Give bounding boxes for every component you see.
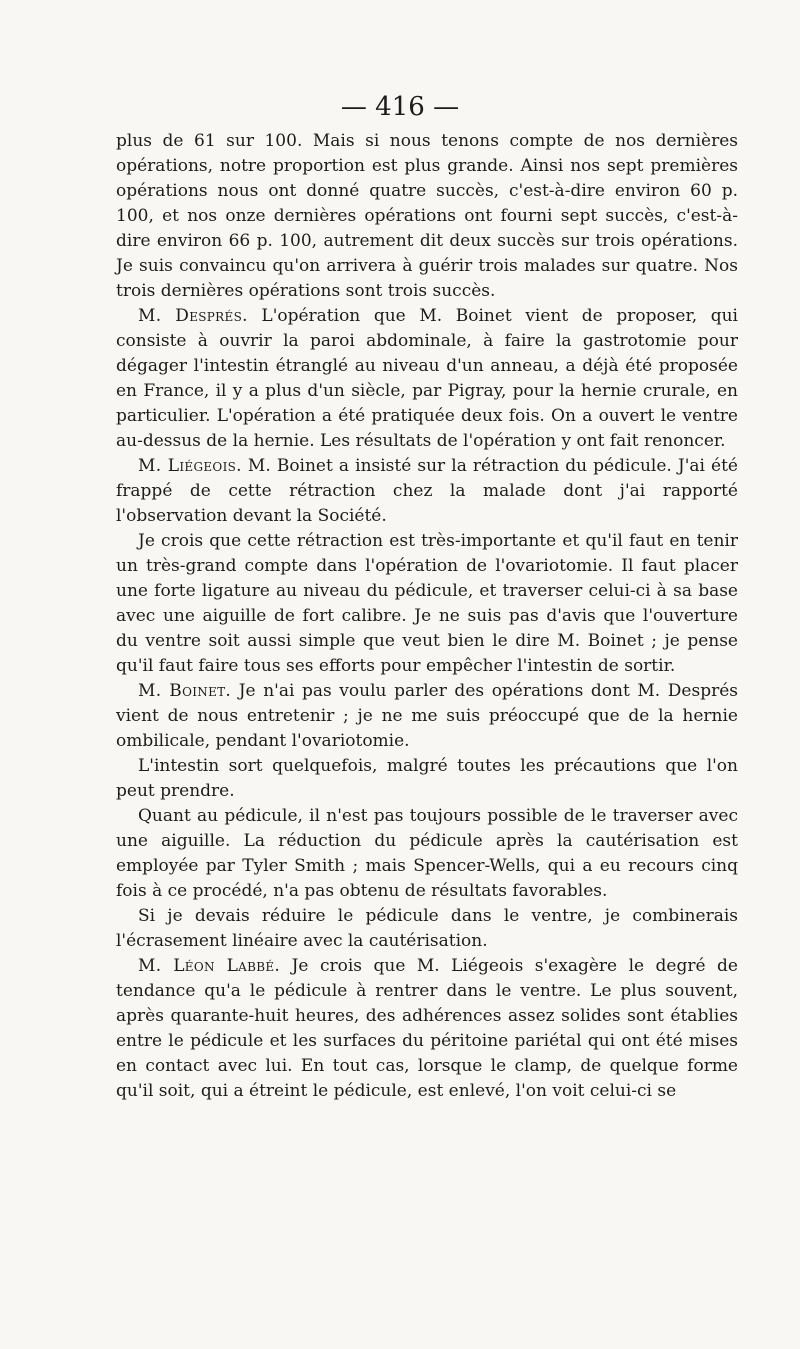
paragraph-reduire	[116, 904, 738, 954]
paragraph-boinet	[116, 679, 738, 754]
speaker-name: M. Liégeois.	[138, 456, 242, 476]
paragraph-retraction	[116, 529, 738, 679]
paragraph-text: Je crois que cette rétraction est très-importante et qu'il faut en tenir un très-grand compte dans l'opération de l'ovariotomie. Il faut placer une forte ligature au niveau du pédicule, et traverser celui-ci à sa base avec une aiguille de fort calibre. Je ne suis pas d'avis que l'ouverture du ventre soit aussi simple que veut bien le dire M. Boinet ; je pense qu'il faut faire tous ses efforts pour empêcher l'intestin de sortir.	[116, 531, 738, 676]
paragraph-text: Si je devais réduire le pédicule dans le ventre, je combinerais l'écrasement linéaire avec la cautérisation.	[116, 906, 738, 951]
paragraph-labbe	[116, 954, 738, 1104]
paragraph-text: L'opération que M. Boinet vient de proposer, qui consiste à ouvrir la paroi abdominale, à faire la gastrotomie pour dégager l'intestin étranglé au niveau d'un anneau, a déjà été proposée en France, il y a plus d'un siècle, par Pigray, pour la hernie crurale, en particulier. L'opération a été pratiquée deux fois. On a ouvert le ventre au-dessus de la hernie. Les résultats de l'opération y ont fait renoncer.	[116, 306, 738, 451]
speaker-name: M. Boinet.	[138, 681, 232, 701]
paragraph-text: Je n'ai pas voulu parler des opérations dont M. Després vient de nous entretenir ; je ne me suis préoccupé que de la hernie ombilicale, pendant l'ovariotomie.	[116, 681, 738, 751]
paragraph-intestin	[116, 754, 738, 804]
paragraph-text: Quant au pédicule, il n'est pas toujours possible de le traverser avec une aiguille. La réduction du pédicule après la cautérisation est employée par Tyler Smith ; mais Spencer-Wells, qui a eu recours cinq fois à ce procédé, n'a pas obtenu de résultats favorables.	[116, 806, 738, 901]
paragraph-pedicule	[116, 804, 738, 904]
paragraph-text: L'intestin sort quelquefois, malgré toutes les précautions que l'on peut prendre.	[116, 756, 738, 801]
paragraph-liegeois	[116, 454, 738, 529]
page-number: — 416 —	[340, 92, 460, 122]
paragraph-continuation	[116, 129, 738, 304]
paragraph-despres	[116, 304, 738, 454]
speaker-name: M. Léon Labbé.	[138, 956, 281, 976]
paragraph-text: Je crois que M. Liégeois s'exagère le degré de tendance qu'a le pédicule à rentrer dans le ventre. Le plus souvent, après quarante-huit heures, des adhérences assez solides sont établies entre le pédicule et les surfaces du péritoine pariétal qui ont été mises en contact avec lui. En tout cas, lorsque le clamp, de quelque forme qu'il soit, qui a étreint le pédicule, est enlevé, l'on voit celui-ci se	[116, 956, 738, 1101]
paragraph-text: M. Boinet a insisté sur la rétraction du pédicule. J'ai été frappé de cette rétraction chez la malade dont j'ai rapporté l'observation devant la Société.	[116, 456, 738, 526]
page-body	[116, 129, 738, 1104]
speaker-name: M. Després.	[138, 306, 248, 326]
paragraph-text: plus de 61 sur 100. Mais si nous tenons compte de nos dernières opérations, notre proportion est plus grande. Ainsi nos sept premières opérations nous ont donné quatre succès, c'est-à-dire environ 60 p. 100, et nos onze dernières opérations ont fourni sept succès, c'est-à-dire environ 66 p. 100, autrement dit deux succès sur trois opérations. Je suis convaincu qu'on arrivera à guérir trois malades sur quatre. Nos trois dernières opérations sont trois succès.	[116, 131, 738, 301]
